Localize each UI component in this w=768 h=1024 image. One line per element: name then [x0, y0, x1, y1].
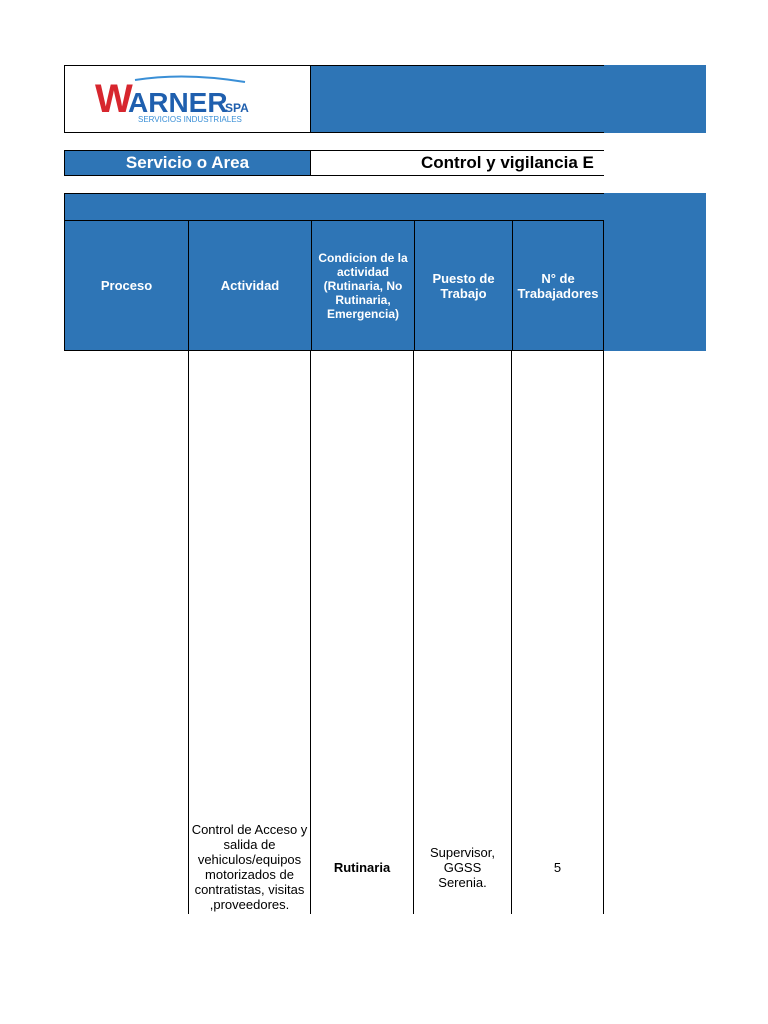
warner-logo — [95, 74, 285, 126]
header-divider-top — [311, 65, 604, 66]
logo-brand: ARNER — [128, 87, 228, 118]
logo-suffix: SPA — [225, 101, 249, 115]
header-banner — [311, 65, 706, 133]
header-divider-bottom — [311, 132, 604, 133]
logo-tagline: SERVICIOS INDUSTRIALES — [138, 115, 242, 124]
cell-puesto: Supervisor, GGSS Serenia. — [429, 844, 496, 890]
header-trabajadores: N° de Trabajadores — [512, 220, 604, 351]
logo-initial: W — [95, 77, 133, 121]
servicio-label: Servicio o Area — [64, 150, 311, 176]
cell-condicion: Rutinaria — [333, 859, 391, 875]
header-condicion: Condicion de la actividad (Rutinaria, No Rutinaria, Emergencia) — [311, 220, 414, 351]
cell-actividad: Control de Acceso y salida de vehiculos/equipos motorizados de contratistas, visitas ,proveedores. — [191, 822, 308, 912]
logo-box — [64, 65, 311, 133]
col-line-5 — [603, 351, 604, 914]
logo-swoosh — [135, 76, 245, 82]
cell-trabajadores: 5 — [553, 859, 562, 875]
cell-proceso — [64, 820, 188, 914]
header-puesto: Puesto de Trabajo — [414, 220, 512, 351]
header-actividad: Actividad — [188, 220, 311, 351]
header-proceso: Proceso — [64, 220, 188, 351]
servicio-value: Control y vigilancia E — [311, 150, 604, 176]
